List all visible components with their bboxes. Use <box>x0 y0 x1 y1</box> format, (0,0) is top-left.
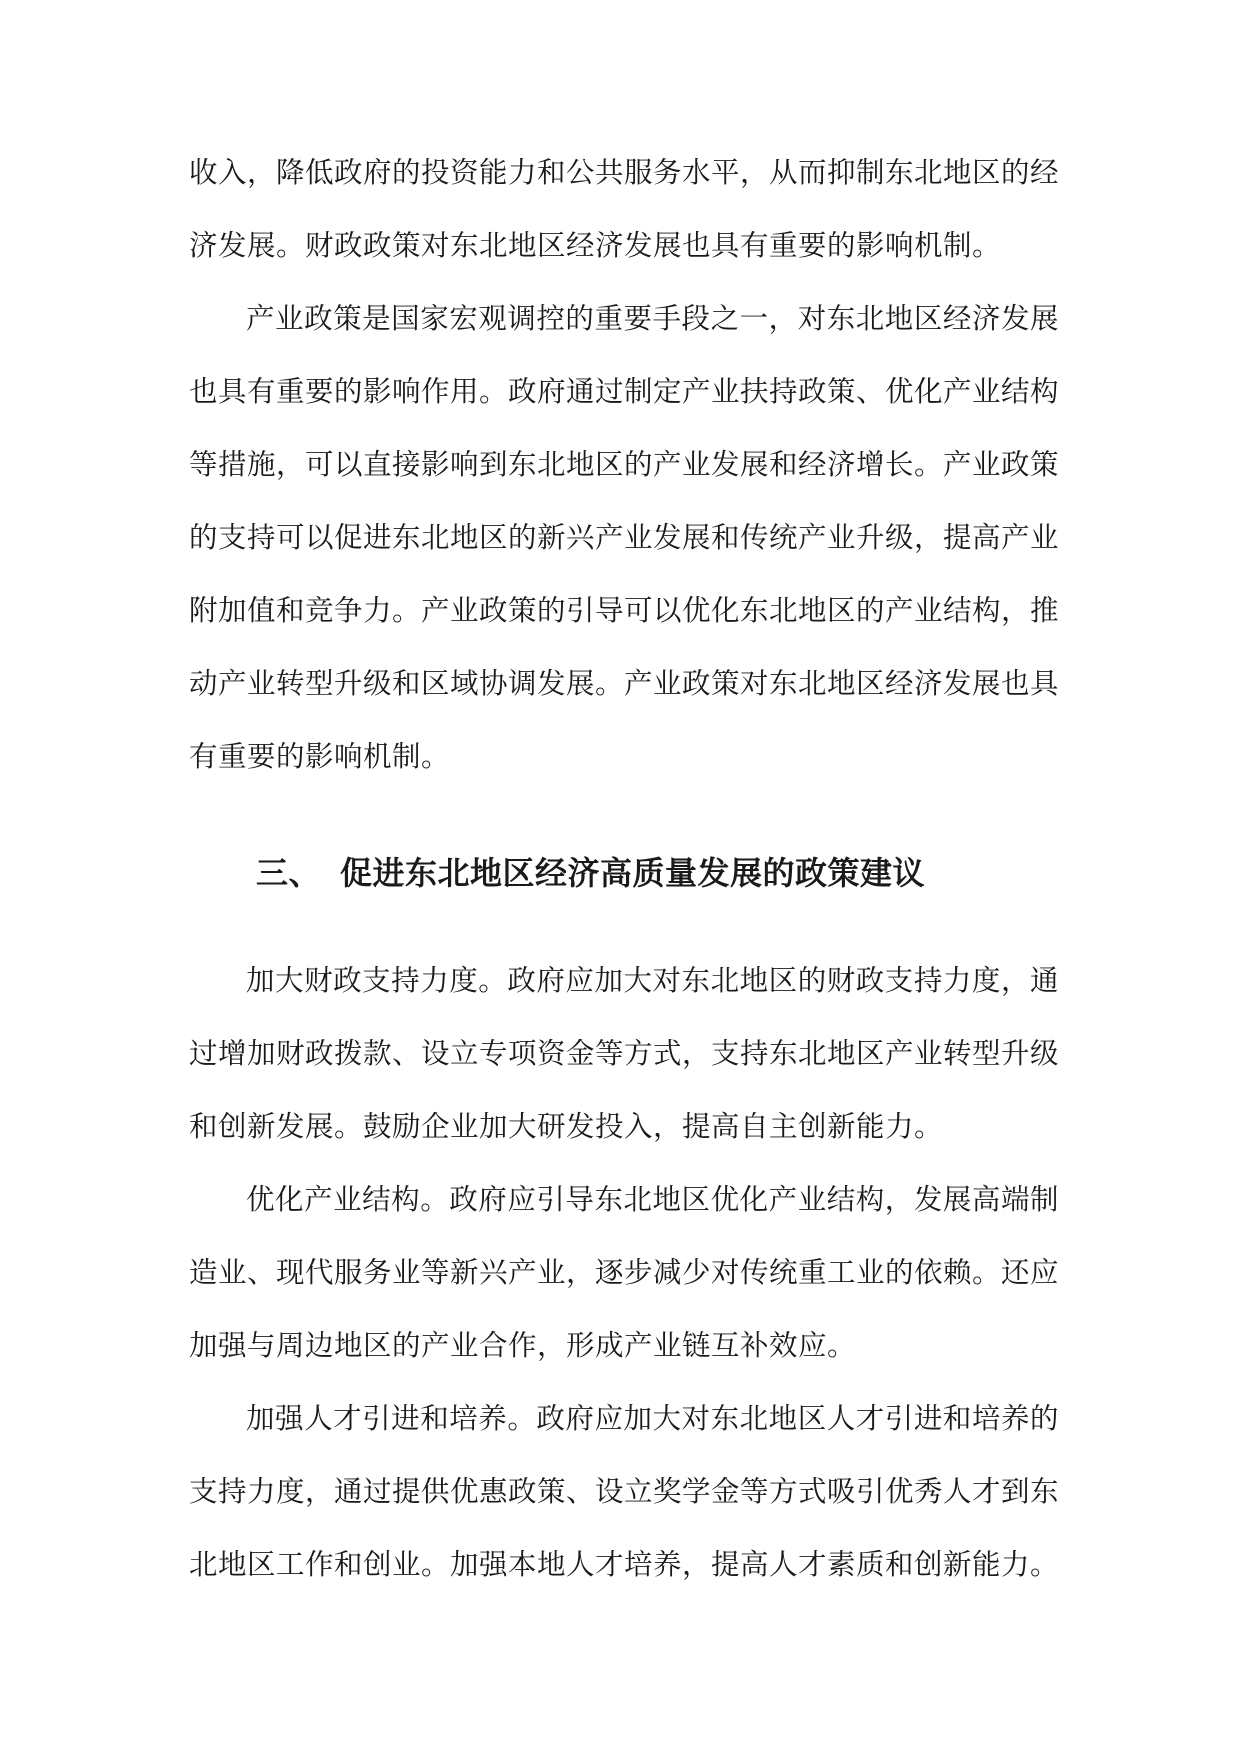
section-title: 促进东北地区经济高质量发展的政策建议 <box>340 854 926 892</box>
paragraph-fiscal-support: 加大财政支持力度。政府应加大对东北地区的财政支持力度，通过增加财政拨款、设立专项资金等方式，支持东北地区产业转型升级和创新发展。鼓励企业加大研发投入，提高自主创新能力。 <box>189 964 1060 1143</box>
section-heading <box>256 851 1056 895</box>
paragraph-fiscal-conclusion: 收入，降低政府的投资能力和公共服务水平，从而抑制东北地区的经济发展。财政政策对东北地区经济发展也具有重要的影响机制。 <box>189 156 1060 262</box>
paragraph-industrial-structure: 优化产业结构。政府应引导东北地区优化产业结构，发展高端制造业、现代服务业等新兴产业，逐步减少对传统重工业的依赖。还应加强与周边地区的产业合作，形成产业链互补效应。 <box>189 1183 1060 1362</box>
paragraph-industrial-policy: 产业政策是国家宏观调控的重要手段之一，对东北地区经济发展也具有重要的影响作用。政府通过制定产业扶持政策、优化产业结构等措施，可以直接影响到东北地区的产业发展和经济增长。产业政策的支持可以促进东北地区的新兴产业发展和传统产业升级，提高产业附加值和竞争力。产业政策的引导可以优化东北地区的产业结构，推动产业转型升级和区域协调发展。产业政策对东北地区经济发展也具有重要的影响机制。 <box>189 302 1060 773</box>
body-text-upper <box>189 136 1059 793</box>
body-text-lower <box>189 944 1059 1601</box>
section-number: 三、 <box>256 854 322 892</box>
paragraph-talent: 加强人才引进和培养。政府应加大对东北地区人才引进和培养的支持力度，通过提供优惠政策、设立奖学金等方式吸引优秀人才到东北地区工作和创业。加强本地人才培养，提高人才素质和创新能力。 <box>189 1402 1060 1581</box>
